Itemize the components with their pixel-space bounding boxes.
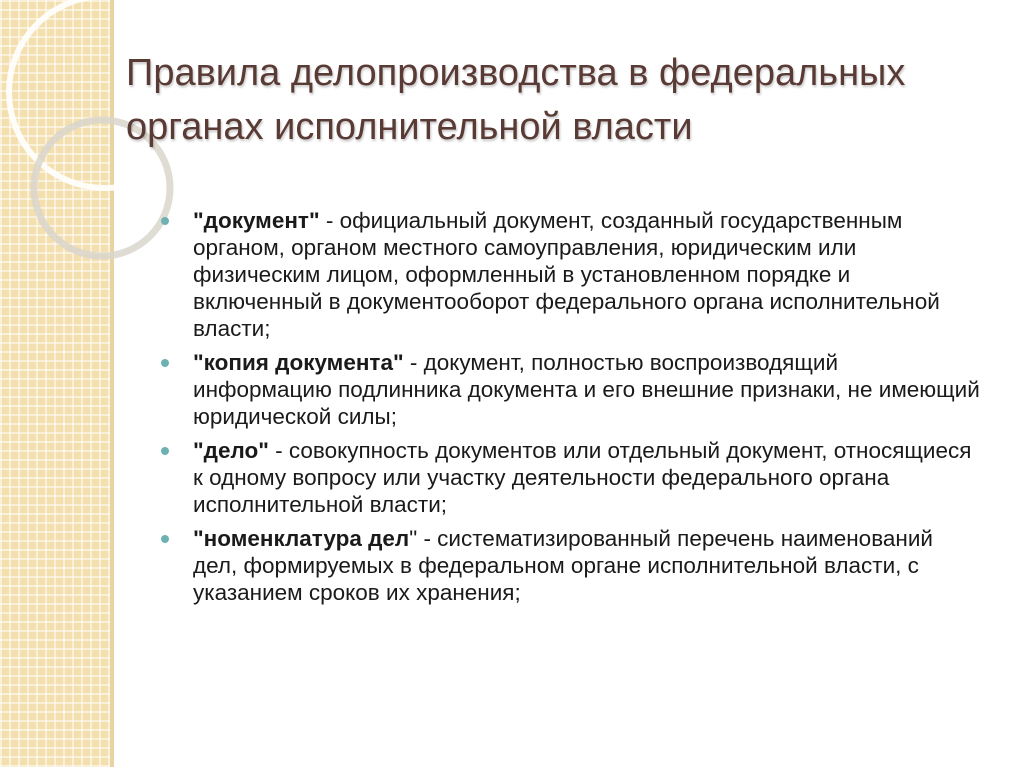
term-document-copy: "копия документа" bbox=[193, 350, 404, 375]
definition-document: - официальный документ, созданный государственным органом, органом местного самоуправления, юридическим или физическим лицом, оформленный в установленном порядке и включенный в документооборот федерального органа исполнительной власти; bbox=[193, 208, 940, 341]
bullet-dot-icon bbox=[161, 217, 169, 225]
slide-title: Правила делопроизводства в федеральных органах исполнительной власти bbox=[126, 52, 906, 148]
bullet-dot-icon bbox=[161, 535, 169, 543]
term-document: "документ" bbox=[193, 208, 320, 233]
definition-file-nomenclature: " - систематизированный перечень наименований дел, формируемых в федеральном органе исполнительной власти, с указанием сроков их хранения; bbox=[193, 526, 933, 605]
list-item-document bbox=[160, 207, 980, 342]
list-item-document-copy bbox=[160, 349, 980, 430]
bullet-dot-icon bbox=[161, 359, 169, 367]
bullet-dot-icon bbox=[161, 447, 169, 455]
list-item-file-nomenclature bbox=[160, 525, 980, 606]
definition-case-file: - совокупность документов или отдельный документ, относящиеся к одному вопросу или участку деятельности федерального органа исполнительной власти; bbox=[193, 438, 972, 517]
definition-list bbox=[160, 207, 980, 613]
term-file-nomenclature: "номенклатура дел bbox=[193, 526, 410, 551]
list-item-case-file bbox=[160, 437, 980, 518]
definition-document-copy: - документ, полностью воспроизводящий информацию подлинника документа и его внешние признаки, не имеющий юридической силы; bbox=[193, 350, 980, 429]
term-case-file: "дело" bbox=[193, 438, 269, 463]
